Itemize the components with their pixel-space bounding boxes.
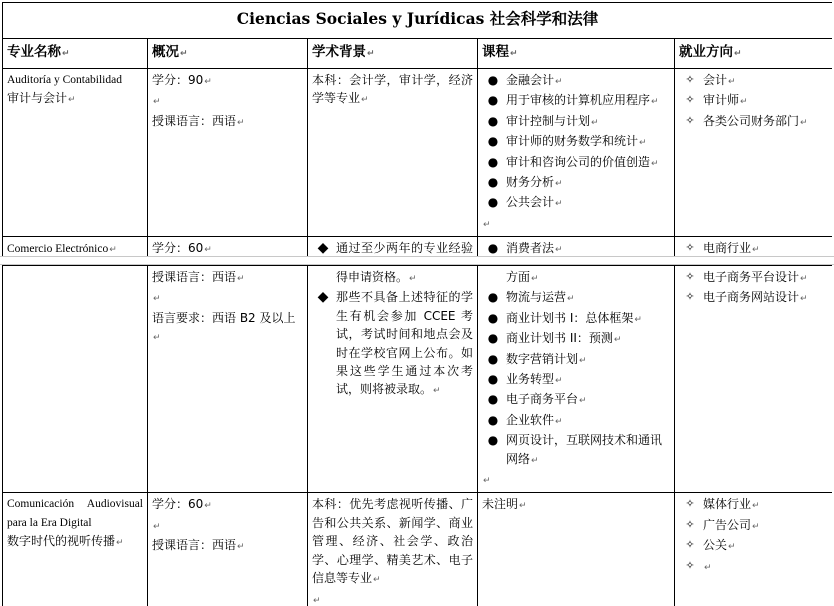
bullet-diamond-star-icon: ✧ xyxy=(685,73,695,86)
bullet-circle-icon: ● xyxy=(487,175,499,190)
program-name-cell: Comunicación Audiovisual para la Era Digital 数字时代的视听传播↵ xyxy=(3,493,148,606)
list-item: ● 金融会计↵ xyxy=(482,71,670,91)
language-requirement-text: 语言要求：西语 B2 及以上 xyxy=(152,310,296,325)
background-cell: 本科：优先考虑视听传播、广告和公共关系、新闻学、商业管理、经济、社会学、政治学、心理学、精美艺术、电子信息等专业↵ ↵ xyxy=(308,493,478,606)
list-item: ✧ 审计师↵ xyxy=(679,91,828,111)
list-item: ✧ ↵ xyxy=(679,557,828,577)
program-name-zh: 数字时代的视听传播 xyxy=(7,534,116,549)
courses-cell xyxy=(478,237,675,257)
list-item: ✧ 会计↵ xyxy=(679,71,828,91)
list-item: ✧ 公关↵ xyxy=(679,536,828,556)
column-header: 学术背景↵ xyxy=(308,39,478,69)
careers-cell xyxy=(675,69,833,237)
programs-table-continued xyxy=(2,265,832,606)
list-item xyxy=(312,239,473,257)
bullet-diamond-star-icon: ✧ xyxy=(685,538,695,552)
courses-cell: 未注明↵ xyxy=(478,493,675,606)
list-item: ● 业务转型↵ xyxy=(482,370,670,390)
language-text: 授课语言：西语 xyxy=(152,538,237,553)
bullet-circle-icon: ● xyxy=(487,372,499,387)
list-item: ● 电子商务平台↵ xyxy=(482,390,670,410)
program-name-zh: 审计与会计 xyxy=(7,91,68,106)
program-name-es: Comercio Electrónico xyxy=(7,243,109,256)
language-text: 授课语言：西语 xyxy=(152,113,237,128)
list-item: ✧ 广告公司↵ xyxy=(679,516,828,536)
bullet-diamond-star-icon: ✧ xyxy=(685,558,695,572)
bullet-diamond-star-icon: ✧ xyxy=(685,497,695,511)
background-text: 本科：优先考虑视听传播、广告和公共关系、新闻学、商业管理、经济、社会学、政治学、心理学、精美艺术、电子信息等专业 xyxy=(312,497,473,586)
bullet-circle-icon: ● xyxy=(487,331,499,346)
careers-cell xyxy=(675,237,833,257)
table-title xyxy=(3,3,833,39)
bullet-circle-icon: ● xyxy=(487,113,499,128)
overview-cell: 授课语言：西语↵ ↵ 语言要求：西语 B2 及以上↵ xyxy=(148,266,308,493)
bullet-circle-icon: ● xyxy=(487,433,499,448)
list-item: ✧ 电子商务网站设计↵ xyxy=(679,288,828,308)
programs-table xyxy=(2,2,832,257)
overview-cell: 学分：60↵ ↵ 授课语言：西语↵ xyxy=(148,493,308,606)
program-name-es: Comunicación Audiovisual para la Era Digital xyxy=(7,498,143,529)
careers-cell xyxy=(675,266,833,493)
bullet-circle-icon: ● xyxy=(487,241,499,256)
course-list xyxy=(482,239,670,257)
bullet-circle-icon: ● xyxy=(487,73,499,87)
list-item: 方面↵ xyxy=(506,270,539,284)
language-text: 授课语言：西语 xyxy=(152,270,237,284)
bullet-circle-icon: ● xyxy=(487,290,499,305)
table-header-row xyxy=(3,39,833,69)
bullet-circle-icon: ● xyxy=(487,351,499,366)
list-item: ✧ 各类公司财务部门↵ xyxy=(679,112,828,132)
bullet-circle-icon: ● xyxy=(487,412,499,427)
bullet-circle-icon: ● xyxy=(487,134,499,149)
list-item: ● 网页设计，互联网技术和通讯网络↵ xyxy=(487,433,663,466)
program-name-es: Auditoría y Contabilidad xyxy=(7,74,122,86)
bullet-circle-icon: ● xyxy=(487,195,499,210)
credits-text: 学分：60 xyxy=(152,497,204,512)
background-text: 通过至少两年的专业经验 xyxy=(336,241,473,256)
credits-text: 学分：90 xyxy=(152,73,204,87)
bullet-diamond-icon: ◆ xyxy=(317,289,329,306)
course-list xyxy=(482,268,670,470)
table-title-text: Ciencias Sociales y Jurídicas 社会科学和法律 xyxy=(236,9,599,28)
bullet-circle-icon: ● xyxy=(487,392,499,407)
career-list xyxy=(679,268,828,309)
column-header: 就业方向↵ xyxy=(675,39,833,69)
list-item: ● 审计师的财务数学和统计↵ xyxy=(482,132,670,152)
background-cell xyxy=(308,237,478,257)
list-item: 得申请资格。↵ xyxy=(336,270,417,284)
list-item: ● 用于审核的计算机应用程序↵ xyxy=(482,91,670,111)
overview-cell: 学分：60↵ xyxy=(148,237,308,257)
list-item: ● 审计控制与计划↵ xyxy=(482,112,670,132)
background-cell xyxy=(308,266,478,493)
career-list xyxy=(679,239,828,257)
bullet-diamond-star-icon: ✧ xyxy=(685,290,695,304)
background-text: 本科：会计学，审计学，经济学等专业 xyxy=(312,73,473,106)
bullet-diamond-star-icon: ✧ xyxy=(685,270,695,283)
list-item: ✧ 电商行业↵ xyxy=(679,239,828,257)
courses-note: 未注明 xyxy=(482,497,519,512)
list-item: ● 商业计划书 II：预测↵ xyxy=(482,329,670,349)
table-segment-page-2 xyxy=(2,265,832,606)
bullet-diamond-star-icon: ✧ xyxy=(685,241,695,255)
list-item: ✧ 媒体行业↵ xyxy=(679,495,828,515)
column-header: 专业名称↵ xyxy=(3,39,148,69)
list-item: ● 企业软件↵ xyxy=(482,411,670,431)
program-name-cell: Auditoría y Contabilidad 审计与会计↵ xyxy=(3,69,148,237)
overview-cell: 学分：90↵ ↵ 授课语言：西语↵ xyxy=(148,69,308,237)
bullet-circle-icon: ● xyxy=(487,93,499,108)
list-item: ◆ 那些不具备上述特征的学生有机会参加 CCEE 考试，考试时间和地点会及时在学校官网上公布。如果这些学生通过本次考试，则将被录取。↵ xyxy=(317,289,473,397)
table-row xyxy=(3,69,833,237)
background-text: 得申请资格。 xyxy=(336,270,409,284)
list-item: ● 数字营销计划↵ xyxy=(482,350,670,370)
bullet-diamond-icon: ◆ xyxy=(317,240,329,257)
bullet-diamond-star-icon: ✧ xyxy=(685,113,695,127)
list-item: ✧ 电子商务平台设计↵ xyxy=(679,268,828,288)
background-text: 那些不具备上述特征的学生有机会参加 CCEE 考试，考试时间和地点会及时在学校官网上公布。如果这些学生通过本次考试，则将被录取。 xyxy=(336,290,473,397)
program-name-cell xyxy=(3,266,148,493)
course-list xyxy=(482,71,670,214)
table-row xyxy=(3,237,833,257)
list-item: ● 消费者法↵ xyxy=(482,239,670,257)
column-header: 概况↵ xyxy=(148,39,308,69)
background-cell: 本科：会计学，审计学，经济学等专业↵ xyxy=(308,69,478,237)
table-row xyxy=(3,266,833,493)
table-segment-page-1 xyxy=(2,2,832,257)
list-item: ● 物流与运营↵ xyxy=(482,288,670,308)
credits-text: 学分：60 xyxy=(152,241,204,256)
list-item: ● 公共会计↵ xyxy=(482,193,670,213)
courses-cell: ● 金融会计↵ ● 用于审核的计算机应用程序↵ ● 审计控制与计划↵ ● 审计师的财务数学和统计↵ ● 审计和咨询公司的价值创造↵ ● 财务分析↵ ● 公共会计↵ ↵ xyxy=(478,69,675,237)
table-row xyxy=(3,493,833,606)
bullet-circle-icon: ● xyxy=(487,154,499,169)
bullet-diamond-star-icon: ✧ xyxy=(685,93,695,107)
career-list xyxy=(679,71,828,132)
careers-cell xyxy=(675,493,833,606)
bullet-circle-icon: ● xyxy=(487,310,499,325)
page-break xyxy=(0,256,834,265)
career-list xyxy=(679,495,828,577)
list-item: ● 审计和咨询公司的价值创造↵ xyxy=(482,153,670,173)
column-header: 课程↵ xyxy=(478,39,675,69)
bullet-diamond-star-icon: ✧ xyxy=(685,517,695,531)
list-item: ● 财务分析↵ xyxy=(482,173,670,193)
courses-cell: 方面↵ ● 物流与运营↵ ● 商业计划书 I：总体框架↵ ● 商业计划书 II：预测↵ ● 数字营销计划↵ ● 业务转型↵ ● 电子商务平台↵ ● 企业软件↵ ● 网页设计，互联网技术和通讯网络↵ ↵ xyxy=(478,266,675,493)
program-name-cell: Comercio Electrónico↵ xyxy=(3,237,148,257)
list-item: ● 商业计划书 I：总体框架↵ xyxy=(482,309,670,329)
